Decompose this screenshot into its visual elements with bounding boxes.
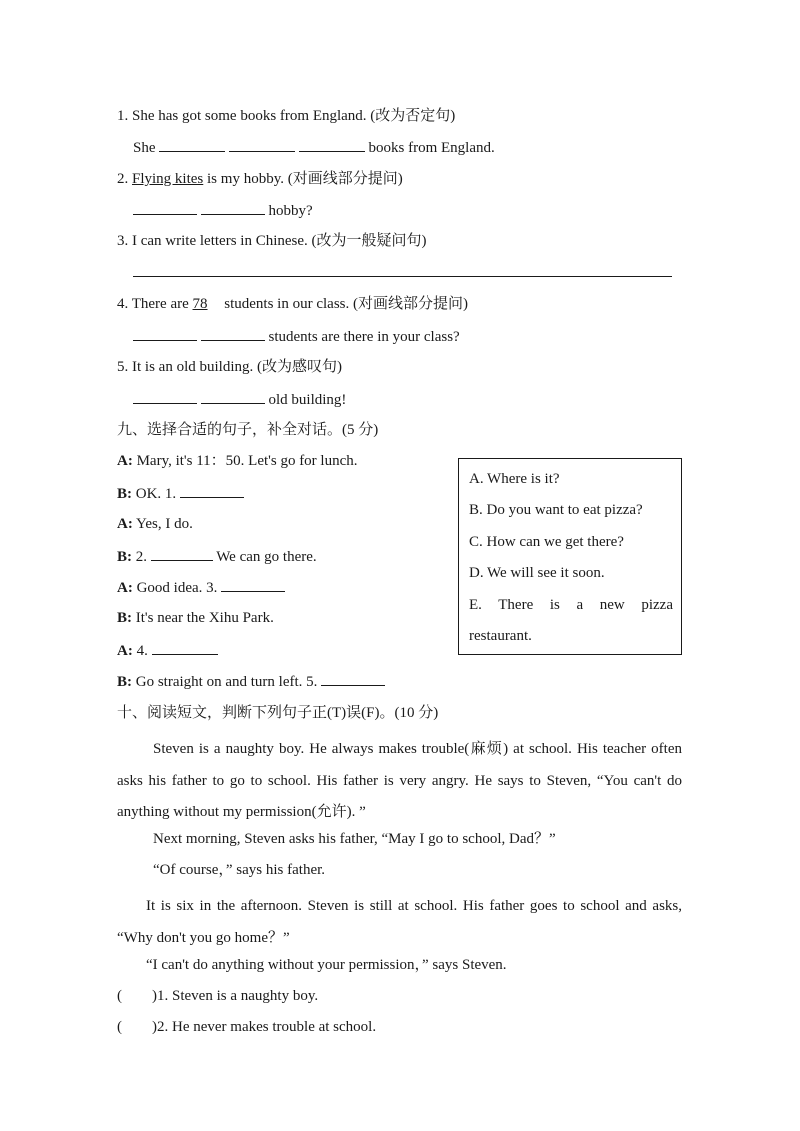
dialogue-text: 2. <box>132 549 151 565</box>
q4-answer-line <box>133 326 460 347</box>
q1-blank-1[interactable] <box>159 137 225 152</box>
speaker: A: <box>117 453 133 469</box>
option-a: A. Where is it? <box>469 471 560 487</box>
options-box <box>458 458 682 655</box>
dialogue-text: It's near the Xihu Park. <box>132 610 274 626</box>
judge-item-2 <box>117 1017 376 1037</box>
speaker: B: <box>117 549 132 565</box>
dialogue-text: Good idea. 3. <box>132 580 222 596</box>
speaker: A: <box>117 580 133 596</box>
passage-paragraph-3: “Of course，” says his father. <box>153 862 326 878</box>
dialogue-text: 4. <box>132 643 152 659</box>
option-e-continued: restaurant. <box>469 628 532 644</box>
speaker: B: <box>117 486 132 502</box>
q2-blank-1[interactable] <box>133 200 197 215</box>
judge-item-1 <box>117 986 318 1006</box>
option-d: D. We will see it soon. <box>469 565 605 581</box>
speaker: B: <box>117 674 132 690</box>
judge-paren[interactable]: ( ) <box>117 1019 157 1035</box>
speaker: A: <box>117 643 133 659</box>
q2-blank-2[interactable] <box>201 200 265 215</box>
q4-prompt-rest: students in our class. (对画线部分提问) <box>220 296 468 312</box>
q2-underlined: Flying kites <box>132 171 204 187</box>
q4-prompt-start: 4. There are <box>117 296 193 312</box>
dialogue-line-5 <box>117 577 285 598</box>
q4-blank-1[interactable] <box>133 326 197 341</box>
section10-heading: 十、阅读短文，判断下列句子正(T)误(F)。(10 分) <box>117 705 439 721</box>
passage-paragraph-5: “I can't do anything without your permission，” says Steven. <box>146 957 507 973</box>
passage-paragraph-4: It is six in the afternoon. Steven is still at school. His father goes to school and asks, “Why don't you go home？” <box>117 898 682 946</box>
q5-blank-1[interactable] <box>133 389 197 404</box>
dialogue-line-6 <box>117 608 274 628</box>
q5-answer-end: old building! <box>268 392 347 408</box>
q4-prompt <box>117 294 468 314</box>
q3-prompt: 3. I can write letters in Chinese. (改为一般疑问句) <box>117 233 427 249</box>
passage-paragraph-1: Steven is a naughty boy. He always makes trouble(麻烦) at school. His teacher often asks his father to go to school. His father is very angry. He says to Steven, “You can't do anything without my permission(允许). ” <box>117 741 682 820</box>
dialogue-blank-5[interactable] <box>321 671 385 686</box>
option-b: B. Do you want to eat pizza? <box>469 502 643 518</box>
q2-prompt-rest: is my hobby. (对画线部分提问) <box>203 171 403 187</box>
dialogue-text: Mary, it's 11：50. Let's go for lunch. <box>132 453 358 469</box>
dialogue-blank-1[interactable] <box>180 483 244 498</box>
q2-answer-line <box>133 200 313 221</box>
dialogue-line-2 <box>117 483 244 504</box>
dialogue-blank-3[interactable] <box>221 577 285 592</box>
q5-blank-2[interactable] <box>201 389 265 404</box>
dialogue-line-7 <box>117 640 218 661</box>
dialogue-blank-2[interactable] <box>151 546 213 561</box>
q1-prompt: 1. She has got some books from England. (改为否定句) <box>117 108 456 124</box>
q2-answer-end: hobby? <box>268 203 313 219</box>
q5-prompt: 5. It is an old building. (改为感叹句) <box>117 359 342 375</box>
q3-answer-blank[interactable] <box>133 276 672 277</box>
dialogue-blank-4[interactable] <box>152 640 218 655</box>
option-e: E. There is a new pizza <box>469 597 673 613</box>
option-c: C. How can we get there? <box>469 534 624 550</box>
q2-num: 2. <box>117 171 132 187</box>
dialogue-line-8 <box>117 671 385 692</box>
passage-paragraph-2: Next morning, Steven asks his father, “May I go to school, Dad？” <box>153 831 556 847</box>
dialogue-text: Yes, I do. <box>132 516 193 532</box>
dialogue-line-3 <box>117 514 193 534</box>
q1-answer-end: books from England. <box>368 140 495 156</box>
dialogue-text-after: We can go there. <box>212 549 317 565</box>
judge-paren[interactable]: ( ) <box>117 988 157 1004</box>
speaker: B: <box>117 610 132 626</box>
dialogue-text: Go straight on and turn left. 5. <box>132 674 322 690</box>
q4-answer-end: students are there in your class? <box>268 329 460 345</box>
dialogue-text: OK. 1. <box>132 486 180 502</box>
dialogue-line-1 <box>117 451 358 471</box>
q1-blank-3[interactable] <box>299 137 365 152</box>
speaker: A: <box>117 516 133 532</box>
q1-blank-2[interactable] <box>229 137 295 152</box>
q1-answer-line <box>133 137 495 158</box>
q4-underlined: 78 <box>192 296 208 312</box>
q5-answer-line <box>133 389 346 410</box>
judge-text: 1. Steven is a naughty boy. <box>157 988 319 1004</box>
q2-prompt <box>117 169 403 189</box>
dialogue-line-4 <box>117 546 317 567</box>
q1-answer-start: She <box>133 140 156 156</box>
section9-heading: 九、选择合适的句子，补全对话。(5 分) <box>117 422 379 438</box>
judge-text: 2. He never makes trouble at school. <box>157 1019 377 1035</box>
q4-blank-2[interactable] <box>201 326 265 341</box>
